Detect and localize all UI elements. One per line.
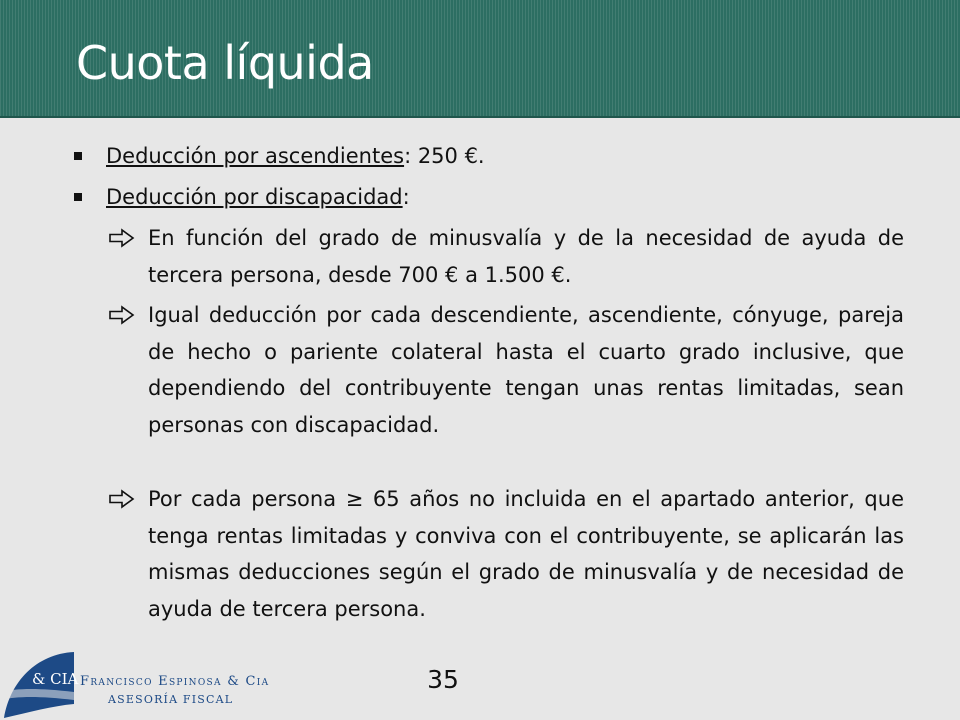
arrow-right-icon [108,489,138,509]
logo-emblem-text: & CIA [32,670,79,688]
title-bar [0,0,960,118]
company-logo [0,648,340,720]
bullet-text [106,182,410,212]
page-number: 35 [427,665,459,694]
bullet-rest: : 250 €. [404,144,485,168]
sub-bullet-item [108,297,904,443]
sub-bullet-text: Por cada persona ≥ 65 años no incluida en el apartado anterior, que tenga rentas limitadas y conviva con el contribuyente, se aplicarán las mismas deducciones según el grado de minusvalía y de necesidad de ayuda de tercera persona. [148,487,904,621]
square-bullet-icon [74,193,82,201]
sub-bullet-text: En función del grado de minusvalía y de la necesidad de ayuda de tercera persona, desde 700 € a 1.500 €. [148,226,904,287]
arrow-right-icon [108,228,138,248]
company-name: Francisco Espinosa & Cia [80,674,270,689]
sub-bullet-text: Igual deducción por cada descendiente, ascendiente, cónyuge, pareja de hecho o pariente colateral hasta el cuarto grado inclusive, que dependiendo del contribuyente tengan unas rentas limitadas, sean personas con discapacidad. [148,303,904,437]
arrow-right-icon [108,305,138,325]
square-bullet-icon [74,152,82,160]
bullet-label: Deducción por discapacidad [106,185,403,209]
company-tagline: ASESORÍA FISCAL [108,693,234,706]
bullet-rest: : [402,185,410,209]
slide-title: Cuota líquida [76,36,374,90]
sub-bullet-item [108,220,904,293]
bullet-text [106,141,485,171]
sub-bullet-item [108,481,904,627]
bullet-label: Deducción por ascendientes [106,144,405,168]
